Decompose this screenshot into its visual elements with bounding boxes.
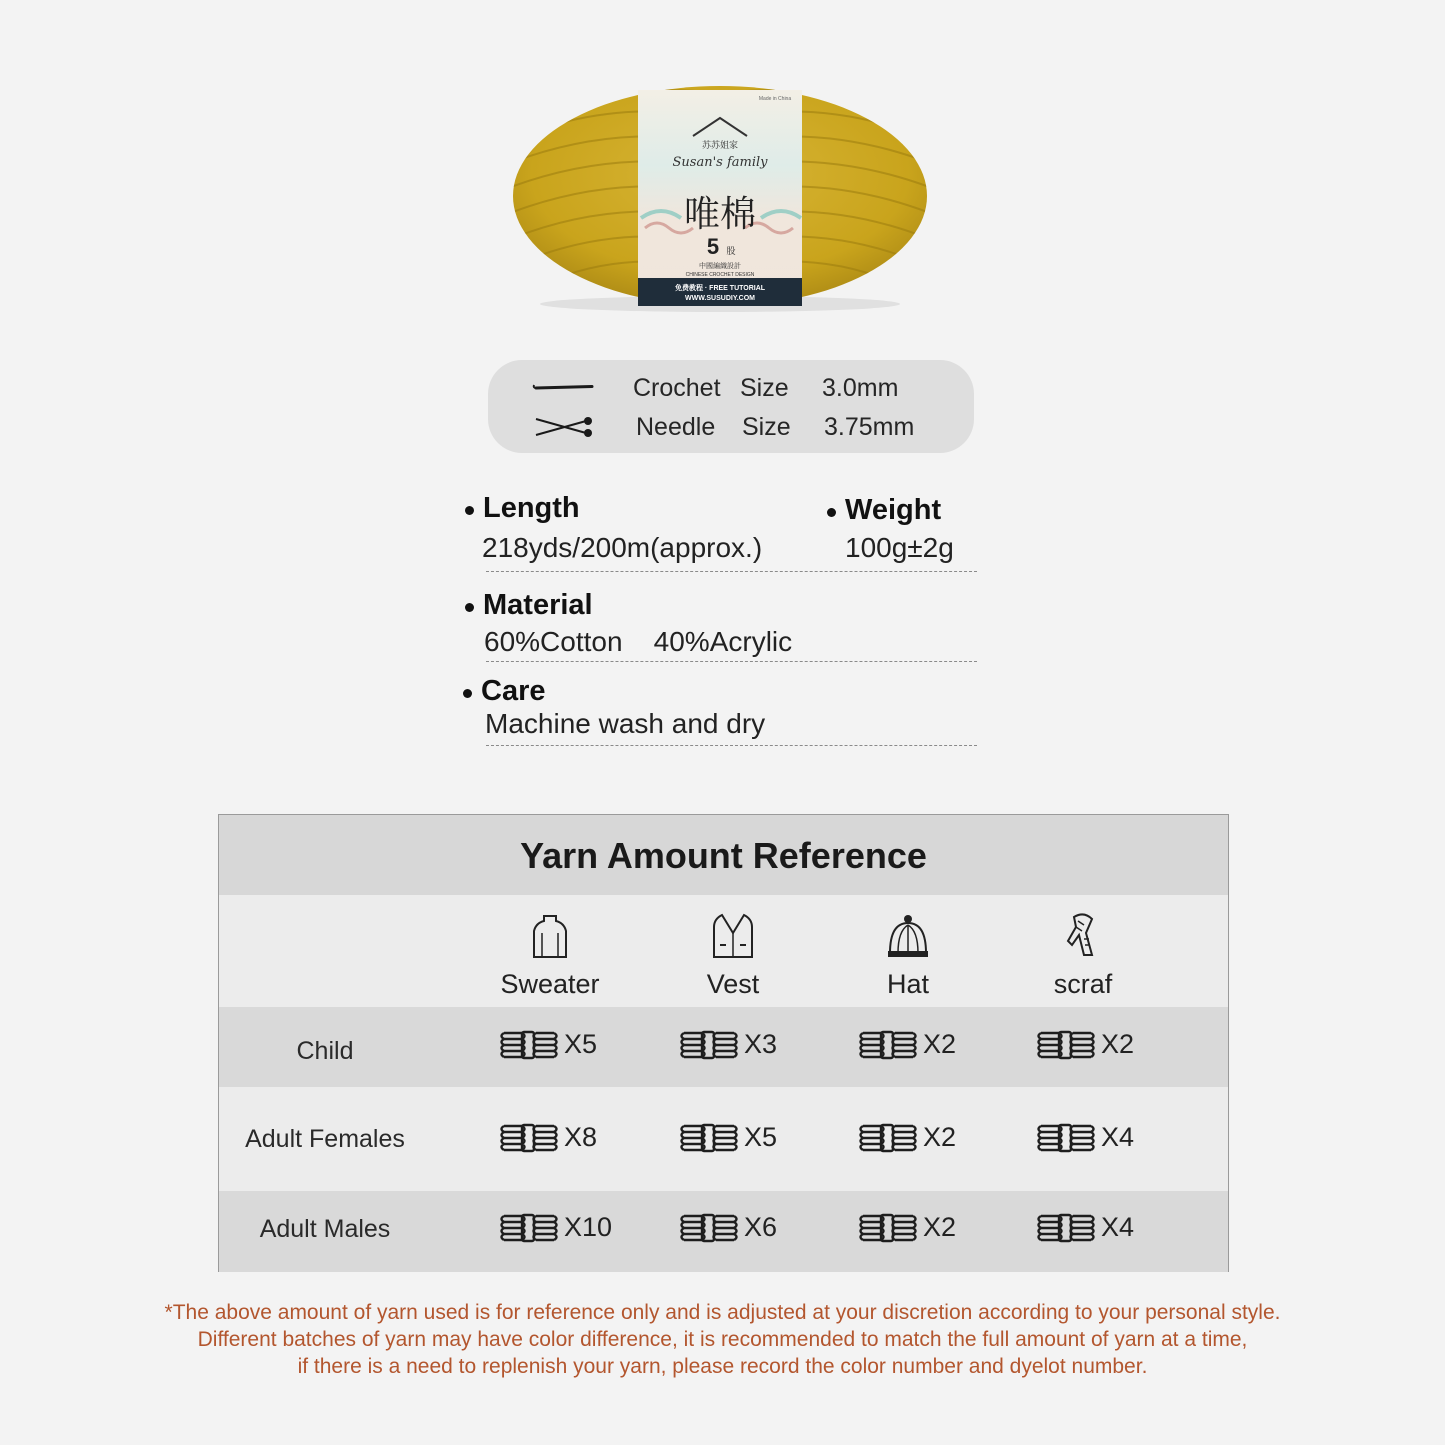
row-label-adult-males: Adult Males (259, 1215, 391, 1243)
label-design-en: CHINESE CROCHET DESIGN (685, 272, 755, 278)
cell-value: X5 (564, 1029, 598, 1059)
label-made-in: Made in China (758, 96, 792, 102)
label-brand-cn: 苏苏姐家 (701, 140, 739, 150)
yarn-skein-icon (857, 1210, 919, 1246)
yarn-skein-icon (498, 1027, 560, 1063)
label-tutorial: 免费教程 · FREE TUTORIAL (674, 285, 766, 292)
yarn-ball-illustration (505, 78, 935, 318)
needle-size-word: Size (742, 413, 791, 441)
needle-label: Needle (636, 413, 716, 441)
yarn-amount-table (218, 814, 1229, 1272)
spec-length-title: Length (483, 492, 580, 524)
column-label: Hat (886, 969, 930, 999)
column-vest (653, 913, 813, 1000)
cell-value: X5 (744, 1122, 778, 1152)
knitting-needles-icon (532, 413, 596, 441)
yarn-skein-icon (1035, 1120, 1097, 1156)
column-sweater (470, 913, 630, 1000)
crochet-size-value: 3.0mm (822, 374, 899, 402)
vest-icon (712, 913, 754, 959)
cell-value: X4 (1101, 1212, 1135, 1242)
sweater-icon (530, 913, 570, 959)
table-row (219, 1191, 1228, 1272)
cell-value: X2 (923, 1029, 957, 1059)
yarn-product-image (505, 78, 935, 318)
cell-value: X6 (744, 1212, 778, 1242)
column-label: Sweater (500, 969, 600, 999)
column-label: Vest (706, 969, 760, 999)
row-label-adult-females: Adult Females (245, 1125, 405, 1153)
table-row (219, 1007, 1228, 1087)
label-design-cn: 中國編織設計 (699, 263, 741, 270)
cell-value: X2 (923, 1122, 957, 1152)
tool-sizes-panel (488, 360, 974, 453)
spec-weight-value: 100g±2g (845, 532, 954, 563)
column-scarf (1003, 913, 1163, 1000)
crochet-size-word: Size (740, 374, 789, 402)
garment-header-row (219, 895, 1228, 1007)
spec-care-title: Care (481, 675, 546, 707)
spec-material-value: 60%Cotton 40%Acrylic (484, 626, 793, 657)
row-label-child: Child (296, 1037, 354, 1065)
crochet-label: Crochet (633, 374, 721, 402)
cell-value: X8 (564, 1122, 598, 1152)
cell-value: X3 (744, 1029, 778, 1059)
spec-material-title: Material (483, 589, 593, 621)
divider (486, 571, 977, 572)
table-header (219, 815, 1228, 895)
spec-care-value: Machine wash and dry (485, 708, 766, 739)
cell-value: X2 (923, 1212, 957, 1242)
footnote-line: Different batches of yarn may have color difference, it is recommended to match the full amount of yarn at a time, (197, 1328, 1248, 1351)
label-ply: 5 (706, 234, 720, 259)
label-ply-cn: 股 (726, 246, 736, 256)
yarn-skein-icon (678, 1027, 740, 1063)
spec-weight-title: Weight (845, 494, 942, 526)
hat-icon (887, 913, 929, 959)
yarn-skein-icon (498, 1120, 560, 1156)
table-title: Yarn Amount Reference (520, 835, 927, 876)
needle-size-value: 3.75mm (824, 413, 915, 441)
cell-value: X10 (564, 1212, 613, 1242)
yarn-skein-icon (678, 1210, 740, 1246)
cell-value: X2 (1101, 1029, 1135, 1059)
footnote-line: if there is a need to replenish your yarn, please record the color number and dyelot number. (297, 1355, 1148, 1378)
yarn-skein-icon (857, 1027, 919, 1063)
divider (486, 661, 977, 662)
yarn-skein-icon (498, 1210, 560, 1246)
crochet-hook-icon (532, 374, 596, 402)
divider (486, 745, 977, 746)
spec-length-value: 218yds/200m(approx.) (482, 532, 763, 563)
footnote-line: *The above amount of yarn used is for reference only and is adjusted at your discretion according to your personal style. (164, 1301, 1281, 1324)
crochet-size-row (488, 368, 974, 408)
needle-size-row (488, 407, 974, 447)
cell-value: X4 (1101, 1122, 1135, 1152)
yarn-skein-icon (678, 1120, 740, 1156)
column-hat (828, 913, 988, 1000)
label-brand-en: Susan's family (672, 155, 768, 170)
label-product-name: 唯棉 (683, 194, 757, 235)
yarn-skein-icon (1035, 1210, 1097, 1246)
yarn-skein-icon (857, 1120, 919, 1156)
table-row (219, 1087, 1228, 1191)
label-website: WWW.SUSUDIY.COM (685, 295, 755, 302)
column-label: scraf (1053, 969, 1113, 999)
scarf-icon (1066, 913, 1100, 959)
yarn-skein-icon (1035, 1027, 1097, 1063)
